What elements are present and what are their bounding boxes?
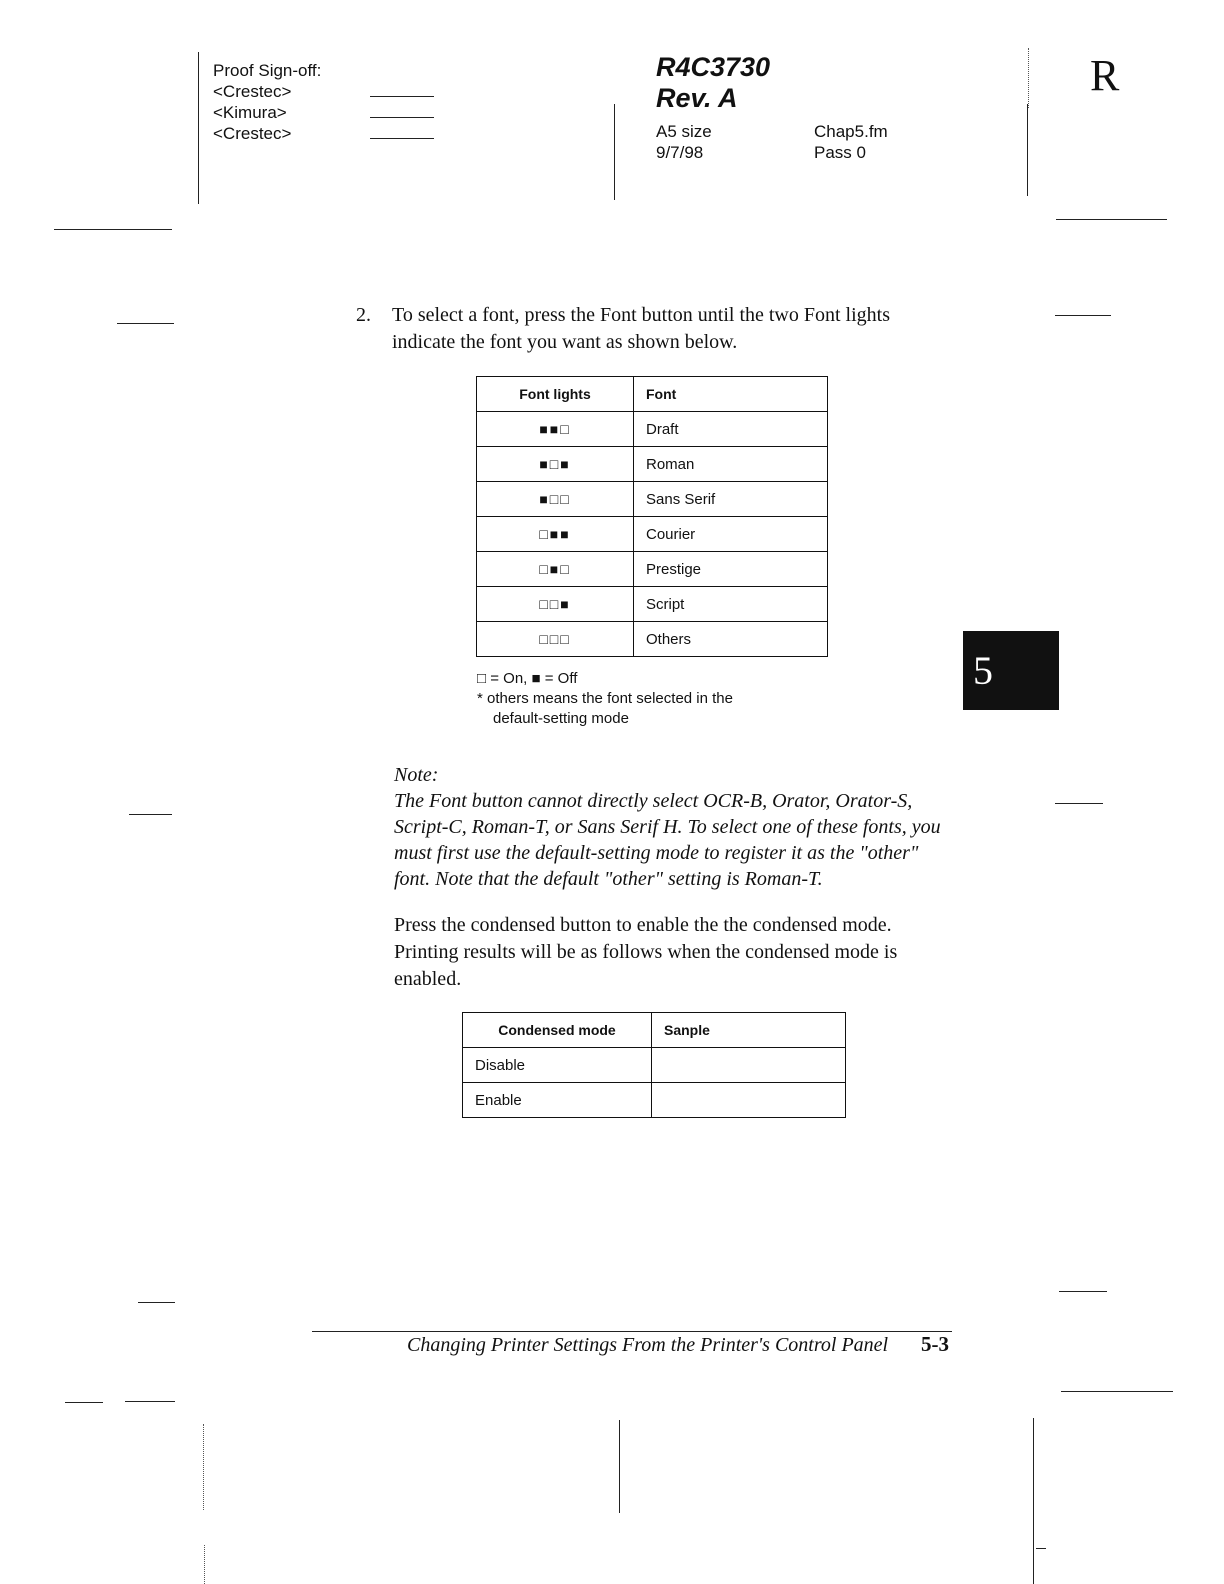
doc-pass: Pass 0 — [814, 143, 866, 162]
crop-mark — [117, 323, 174, 324]
lights-legend — [477, 669, 733, 729]
font-name: Roman — [634, 447, 828, 482]
proof-label: Proof Sign-off: — [213, 61, 322, 80]
step-text: To select a font, press the Font button until the two Font lights indicate the font you want as shown below. — [392, 304, 891, 353]
note-text: The Font button cannot directly select OCR-B, Orator, Orator-S, Script-C, Roman-T, or Sans Serif H. To select one of these fonts, you must first use the default-setting mode to register it as the "other" font. Note that the default "other" setting is Roman-T. — [394, 790, 941, 890]
step-number: 2. — [356, 304, 371, 326]
legend-others-note-cont: default-setting mode — [493, 710, 629, 727]
table-row — [463, 1048, 846, 1083]
condensed-mode-table — [462, 1012, 846, 1118]
font-name: Draft — [634, 412, 828, 447]
font-lights-indicator: ■■□ — [477, 412, 634, 447]
font-name: Sans Serif — [634, 482, 828, 517]
doc-date: 9/7/98 — [656, 143, 704, 162]
condensed-mode-value: Enable — [463, 1083, 652, 1118]
legend-others-note: * others means the font selected in the — [477, 690, 733, 707]
proof-signoff — [213, 60, 321, 144]
crop-mark — [125, 1401, 175, 1402]
footer-rule — [312, 1331, 952, 1332]
crop-mark — [203, 1424, 204, 1510]
crop-mark — [65, 1402, 103, 1403]
signature-line-1 — [370, 96, 434, 97]
column-header-font-lights: Font lights — [477, 377, 634, 412]
font-lights-indicator: ■□□ — [477, 482, 634, 517]
signer-1: <Crestec> — [213, 82, 292, 101]
signature-line-3 — [370, 138, 434, 139]
chapter-tab: 5 — [963, 631, 1059, 710]
crop-mark — [1055, 803, 1103, 804]
table-row — [477, 482, 828, 517]
table-row — [477, 447, 828, 482]
table-row — [477, 622, 828, 657]
footer-chapter-title: Changing Printer Settings From the Printer's Control Panel — [407, 1334, 889, 1356]
header-center-rule — [614, 104, 615, 200]
table-header-row — [463, 1013, 846, 1048]
signer-2: <Kimura> — [213, 103, 287, 122]
condensed-mode-value: Disable — [463, 1048, 652, 1083]
crop-mark — [1061, 1391, 1173, 1392]
sample-cell — [652, 1048, 846, 1083]
crop-mark — [1055, 315, 1111, 316]
table-row — [463, 1083, 846, 1118]
font-name: Prestige — [634, 552, 828, 587]
font-name: Courier — [634, 517, 828, 552]
doc-size: A5 size — [656, 122, 712, 141]
crop-mark — [619, 1420, 620, 1513]
column-header-condensed-mode: Condensed mode — [463, 1013, 652, 1048]
header-left-rule — [198, 52, 199, 204]
doc-code-block — [656, 52, 770, 114]
doc-revision: Rev. A — [656, 83, 738, 113]
crop-mark — [1033, 1418, 1034, 1584]
font-lights-table — [476, 376, 828, 657]
note-heading: Note: — [394, 764, 439, 786]
sample-cell — [652, 1083, 846, 1118]
font-lights-indicator: □■■ — [477, 517, 634, 552]
crop-mark — [204, 1545, 205, 1584]
header-right-rule — [1027, 104, 1028, 196]
column-header-font: Font — [634, 377, 828, 412]
column-header-sample: Sanple — [652, 1013, 846, 1048]
signer-3: <Crestec> — [213, 124, 292, 143]
legend-on-off: □ = On, ■ = Off — [477, 670, 578, 687]
crop-mark — [1059, 1291, 1107, 1292]
table-row — [477, 552, 828, 587]
font-lights-indicator: □■□ — [477, 552, 634, 587]
font-name: Others — [634, 622, 828, 657]
font-name: Script — [634, 587, 828, 622]
table-header-row — [477, 377, 828, 412]
corner-mark: R — [1090, 51, 1120, 100]
crop-mark — [54, 229, 172, 230]
table-row — [477, 412, 828, 447]
table-row — [477, 587, 828, 622]
signature-line-2 — [370, 117, 434, 118]
font-lights-indicator: ■□■ — [477, 447, 634, 482]
crop-mark — [1056, 219, 1167, 220]
doc-file: Chap5.fm — [814, 122, 888, 141]
crop-mark — [138, 1302, 175, 1303]
crop-mark — [129, 814, 172, 815]
header-right-dotted-rule — [1028, 48, 1029, 108]
font-lights-indicator: □□■ — [477, 587, 634, 622]
page-number: 5-3 — [921, 1332, 949, 1356]
table-row — [477, 517, 828, 552]
doc-code: R4C3730 — [656, 52, 771, 82]
font-lights-indicator: □□□ — [477, 622, 634, 657]
crop-mark — [1036, 1548, 1046, 1549]
condensed-paragraph: Press the condensed button to enable the the condensed mode. Printing results will be as follows when the condensed mode is enabled. — [394, 914, 898, 990]
